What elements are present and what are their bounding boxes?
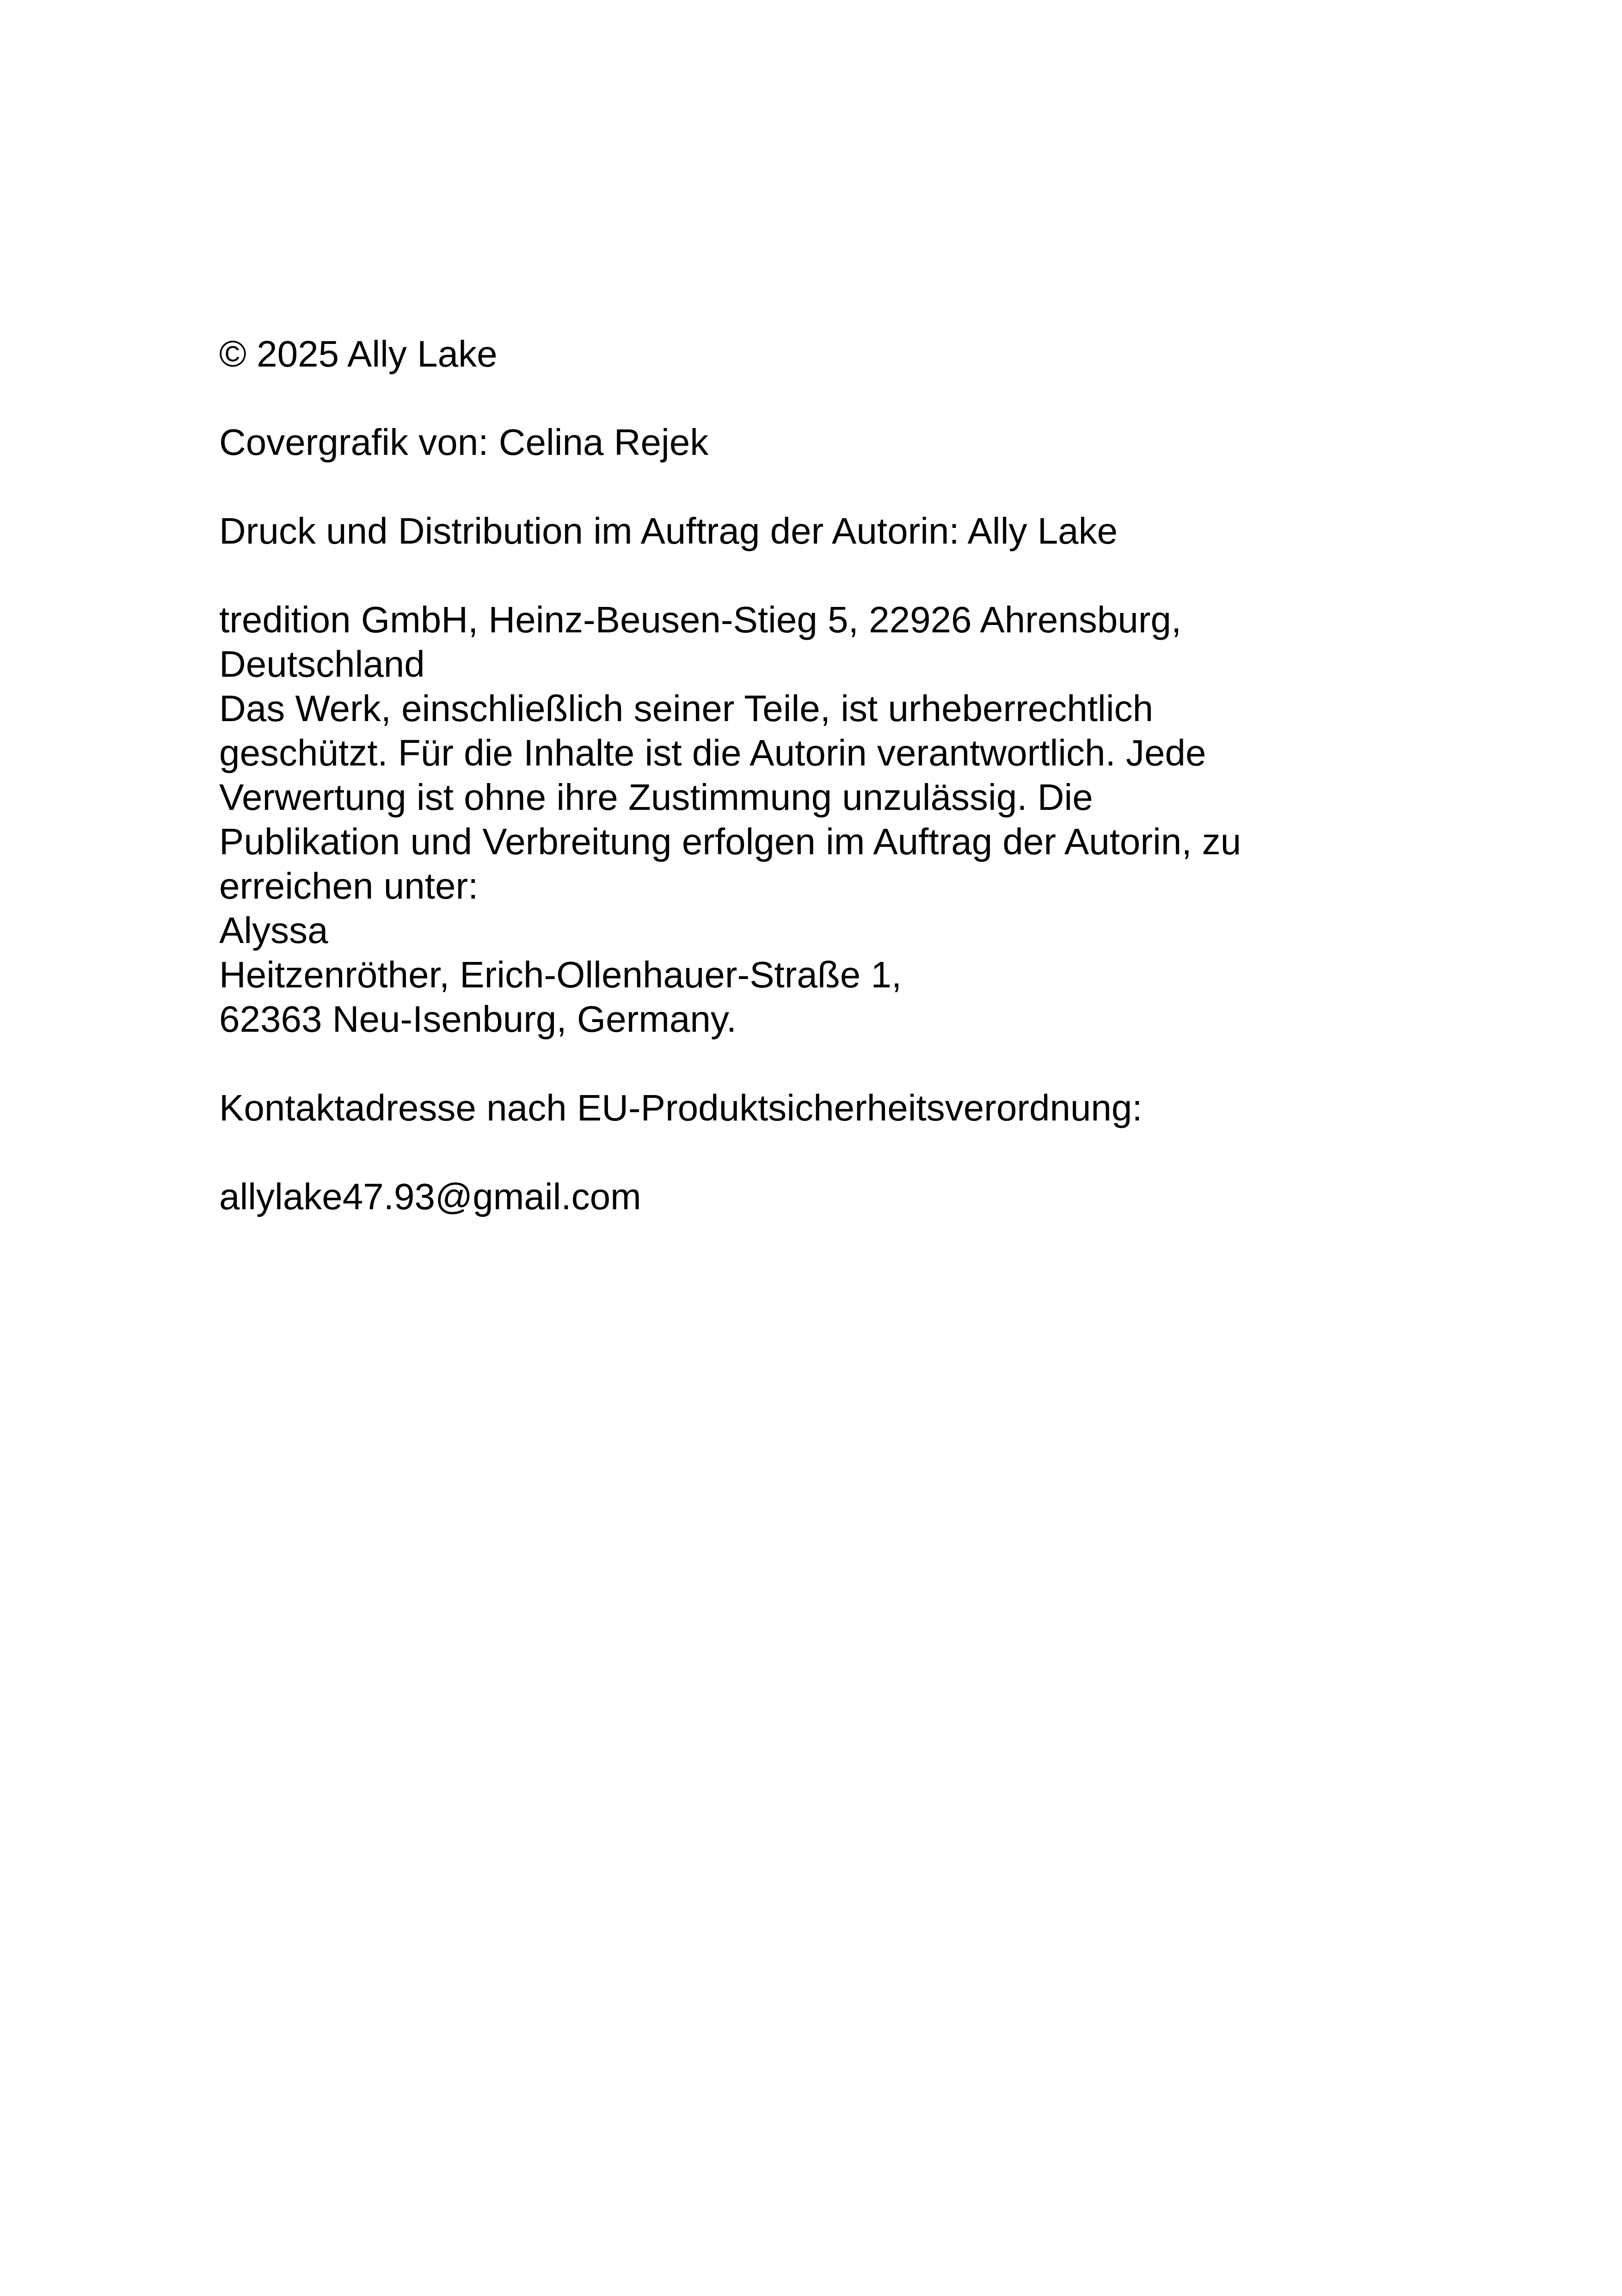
rights-line-2: geschützt. Für die Inhalte ist die Autorin verantwortlich. Jede bbox=[219, 732, 1206, 773]
publisher-line-1: tredition GmbH, Heinz-Beusen-Stieg 5, 22926 Ahrensburg, bbox=[219, 599, 1182, 640]
rights-line-1: Das Werk, einschließlich seiner Teile, ist urheberrechtlich bbox=[219, 688, 1154, 729]
printing-line: Druck und Distribution im Auftrag der Autorin: Ally Lake bbox=[219, 510, 1118, 551]
rights-line-4: Publikation und Verbreitung erfolgen im Auftrag der Autorin, zu bbox=[219, 821, 1241, 862]
rights-line-5: erreichen unter: bbox=[219, 865, 479, 906]
cover-credit-line: Covergrafik von: Celina Rejek bbox=[219, 422, 709, 463]
copyright-line: © 2025 Ally Lake bbox=[219, 333, 498, 374]
rights-line-3: Verwertung ist ohne ihre Zustimmung unzulässig. Die bbox=[219, 777, 1093, 818]
publisher-line-2: Deutschland bbox=[219, 643, 425, 685]
contact-email: allylake47.93@gmail.com bbox=[219, 1176, 641, 1217]
contact-label-line: Kontaktadresse nach EU-Produktsicherheitsverordnung: bbox=[219, 1087, 1143, 1128]
address-line-2: Heitzenröther, Erich-Ollenhauer-Straße 1, bbox=[219, 954, 902, 995]
address-line-1: Alyssa bbox=[219, 910, 328, 951]
address-line-3: 62363 Neu-Isenburg, Germany. bbox=[219, 998, 737, 1040]
